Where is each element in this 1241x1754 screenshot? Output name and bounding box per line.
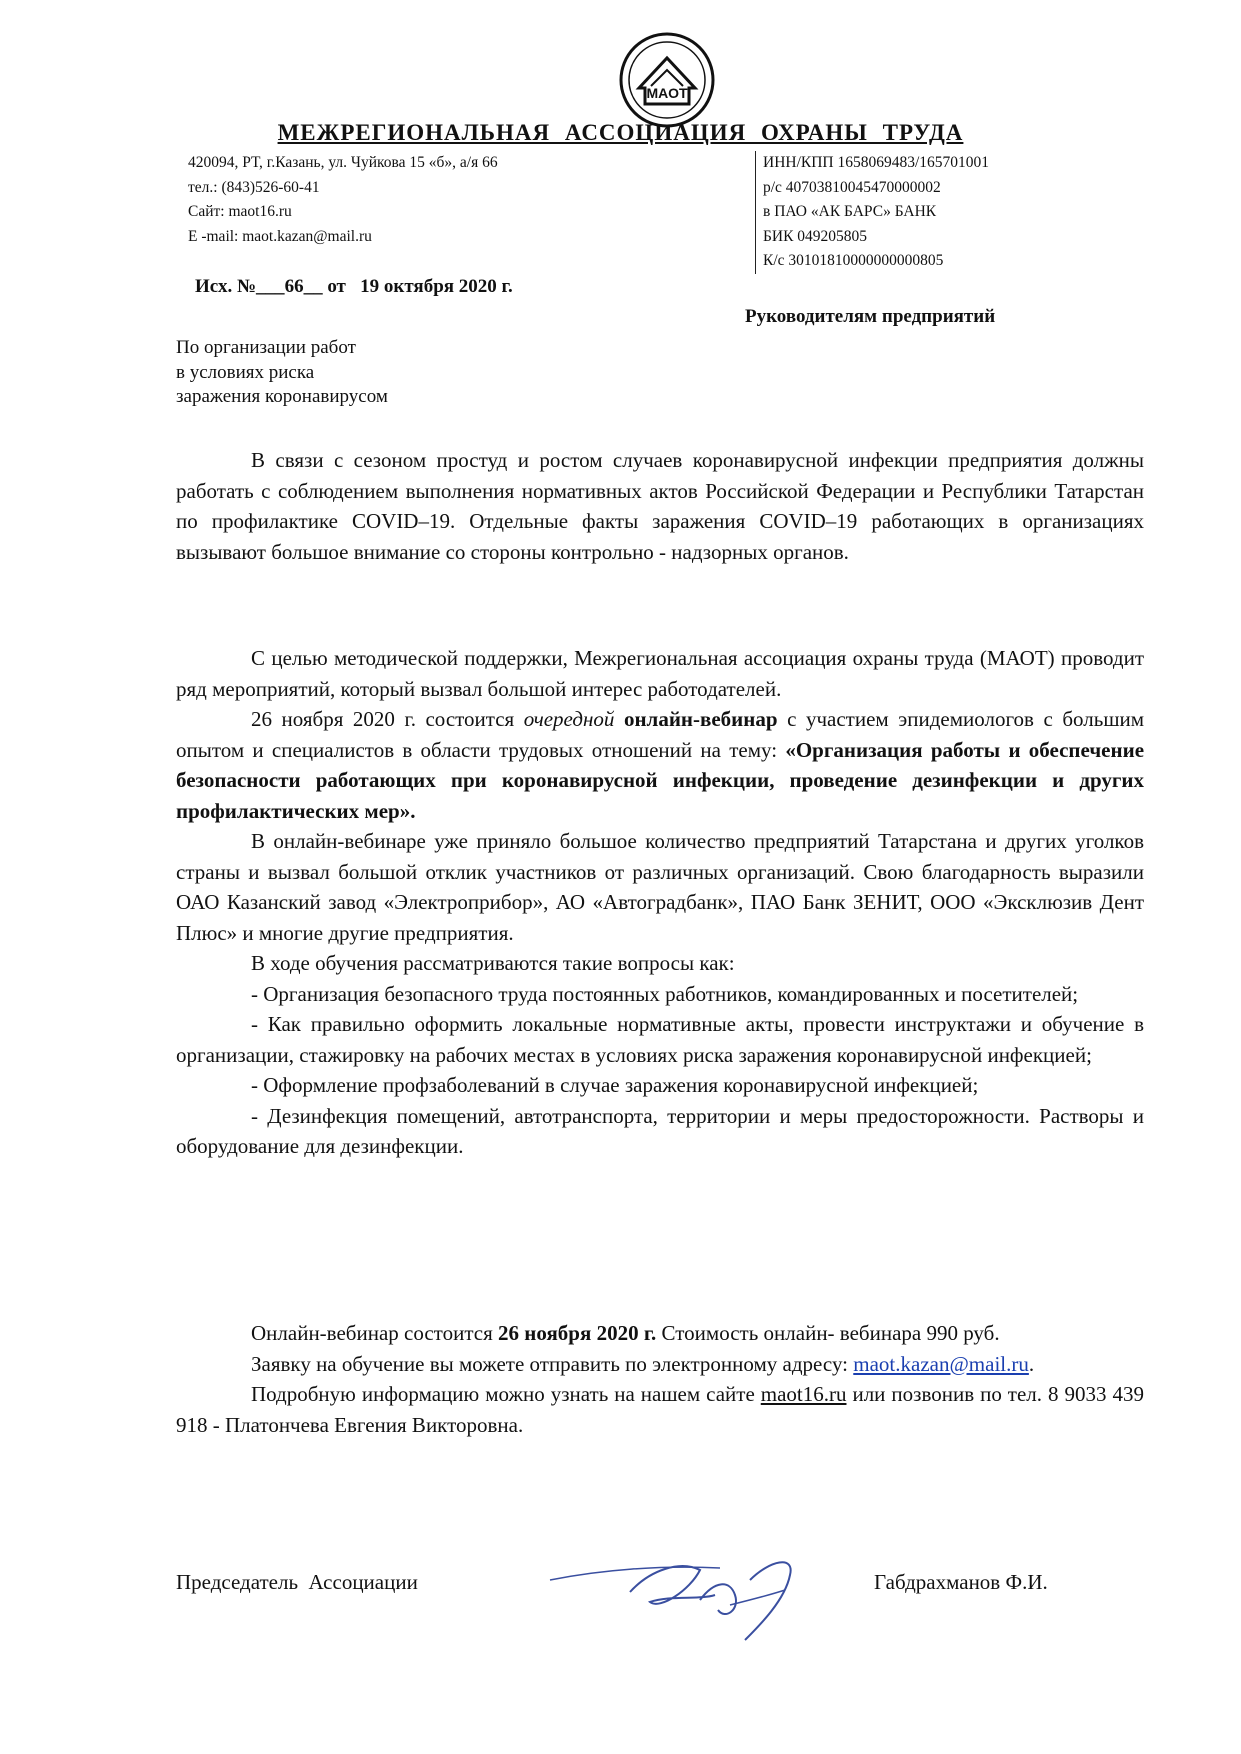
chair-label: Председатель Ассоциации	[176, 1570, 418, 1594]
outgoing-mid: __ от	[303, 276, 361, 297]
paragraph: В связи с сезоном простуд и ростом случаев коронавирусной инфекции предприятия должны работать с соблюдением выполнения нормативных актов Российской Федерации и Республики Татарстан по профилактике COVID–19. Отдельные факты заражения COVID–19 работающих в организациях вызывают большое внимание со стороны контрольно - надзорных органов.	[176, 448, 1144, 564]
phone-line: тел.: (843)526-60-41	[188, 178, 320, 196]
webinar-topic: «Организация работы и обеспечение безопасности работающих при коронавирусной инфекции, проведение дезинфекции и других профилактических мер».	[176, 737, 1145, 823]
maot-logo	[617, 30, 717, 130]
paragraph-webinar: 26 ноября 2020 г. состоится очередной онлайн-вебинар с участием эпидемиологов с большим опытом и специалистов в области трудовых отношений на тему: «Организация работы и обеспечение безопасности работающих при коронавирусной инфекции, проведение дезинфекции и других профилактических мер».	[176, 707, 1145, 823]
outgoing-number: 66	[284, 276, 304, 297]
outgoing-prefix: Исх. №___	[195, 276, 285, 297]
paragraph-contact: Подробную информацию можно узнать на нашем сайте maot16.ru или позвонив по тел. 8 9033 439 918 - Платончева Евгения Викторовна.	[176, 1382, 1144, 1437]
addressee: Руководителям предприятий	[745, 306, 996, 327]
paragraph-application: Заявку на обучение вы можете отправить по электронному адресу: maot.kazan@mail.ru.	[251, 1351, 1035, 1376]
subject	[176, 336, 388, 410]
outgoing-date: 19 октября 2020 г.	[360, 276, 513, 297]
contacts-left	[188, 151, 498, 249]
subject-line: в условиях риска	[176, 361, 315, 383]
bik-line: БИК 049205805	[763, 227, 868, 245]
bank-details	[755, 151, 989, 274]
email-link[interactable]: maot.kazan@mail.ru	[853, 1351, 1029, 1376]
email-line: E -mail: maot.kazan@mail.ru	[188, 227, 372, 245]
site-link[interactable]: maot16.ru	[760, 1382, 847, 1406]
paragraph: В ходе обучения рассматриваются такие вопросы как:	[251, 951, 735, 975]
svg-text:МАОТ: МАОТ	[646, 85, 688, 101]
body-intro	[176, 445, 1144, 567]
corr-account-line: К/с 30101810000000000805	[763, 252, 944, 269]
site-line: Сайт: maot16.ru	[188, 203, 292, 220]
inn-kpp-line: ИНН/КПП 1658069483/165701001	[763, 154, 990, 171]
signer-name: Габдрахманов Ф.И.	[874, 1570, 1048, 1594]
paragraph-date-price: Онлайн-вебинар состоится 26 ноября 2020 г. Стоимость онлайн- вебинара 990 руб.	[251, 1321, 1000, 1345]
list-item: - Дезинфекция помещений, автотранспорта, территории и меры предосторожности. Растворы и оборудование для дезинфекции.	[176, 1103, 1144, 1158]
bank-line: в ПАО «АК БАРС» БАНК	[763, 203, 937, 220]
webinar-date: 26 ноября 2020 г.	[498, 1321, 657, 1345]
italic-word: очередной	[523, 707, 615, 731]
paragraph: В онлайн-вебинаре уже приняло большое количество предприятий Татарстана и других уголков страны и вызвал большой отклик участников от различных организаций. Свою благодарность выразили ОАО Казанский завод «Электроприбор», АО «Автоградбанк», ПАО Банк ЗЕНИТ, ООО «Эксклюзив Дент Плюс» и многие другие предприятия.	[176, 829, 1144, 945]
list-item: - Оформление профзаболеваний в случае заражения коронавирусной инфекцией;	[251, 1073, 979, 1097]
list-item: - Как правильно оформить локальные нормативные акты, провести инструктажи и обучение в организации, стажировку на рабочих местах в условиях риска заражения коронавирусной инфекцией;	[176, 1012, 1144, 1067]
webinar-label: онлайн-вебинар	[623, 707, 778, 731]
body-main	[176, 643, 1144, 1162]
organization-name: МЕЖРЕГИОНАЛЬНАЯ АССОЦИАЦИЯ ОХРАНЫ ТРУДА	[277, 120, 964, 145]
list-item: - Организация безопасного труда постоянных работников, командированных и посетителей;	[251, 981, 1079, 1006]
outgoing-reference	[195, 276, 513, 298]
subject-line: заражения коронавирусом	[176, 386, 388, 407]
body-closing	[176, 1318, 1144, 1440]
account-line: р/с 40703810045470000002	[763, 178, 941, 196]
handwritten-signature	[540, 1540, 830, 1650]
subject-line: По организации работ	[176, 337, 356, 358]
address-line: 420094, РТ, г.Казань, ул. Чуйкова 15 «б», а/я 66	[188, 154, 498, 171]
paragraph: С целью методической поддержки, Межрегиональная ассоциация охраны труда (МАОТ) проводит ряд мероприятий, который вызвал большой интерес работодателей.	[176, 646, 1144, 701]
